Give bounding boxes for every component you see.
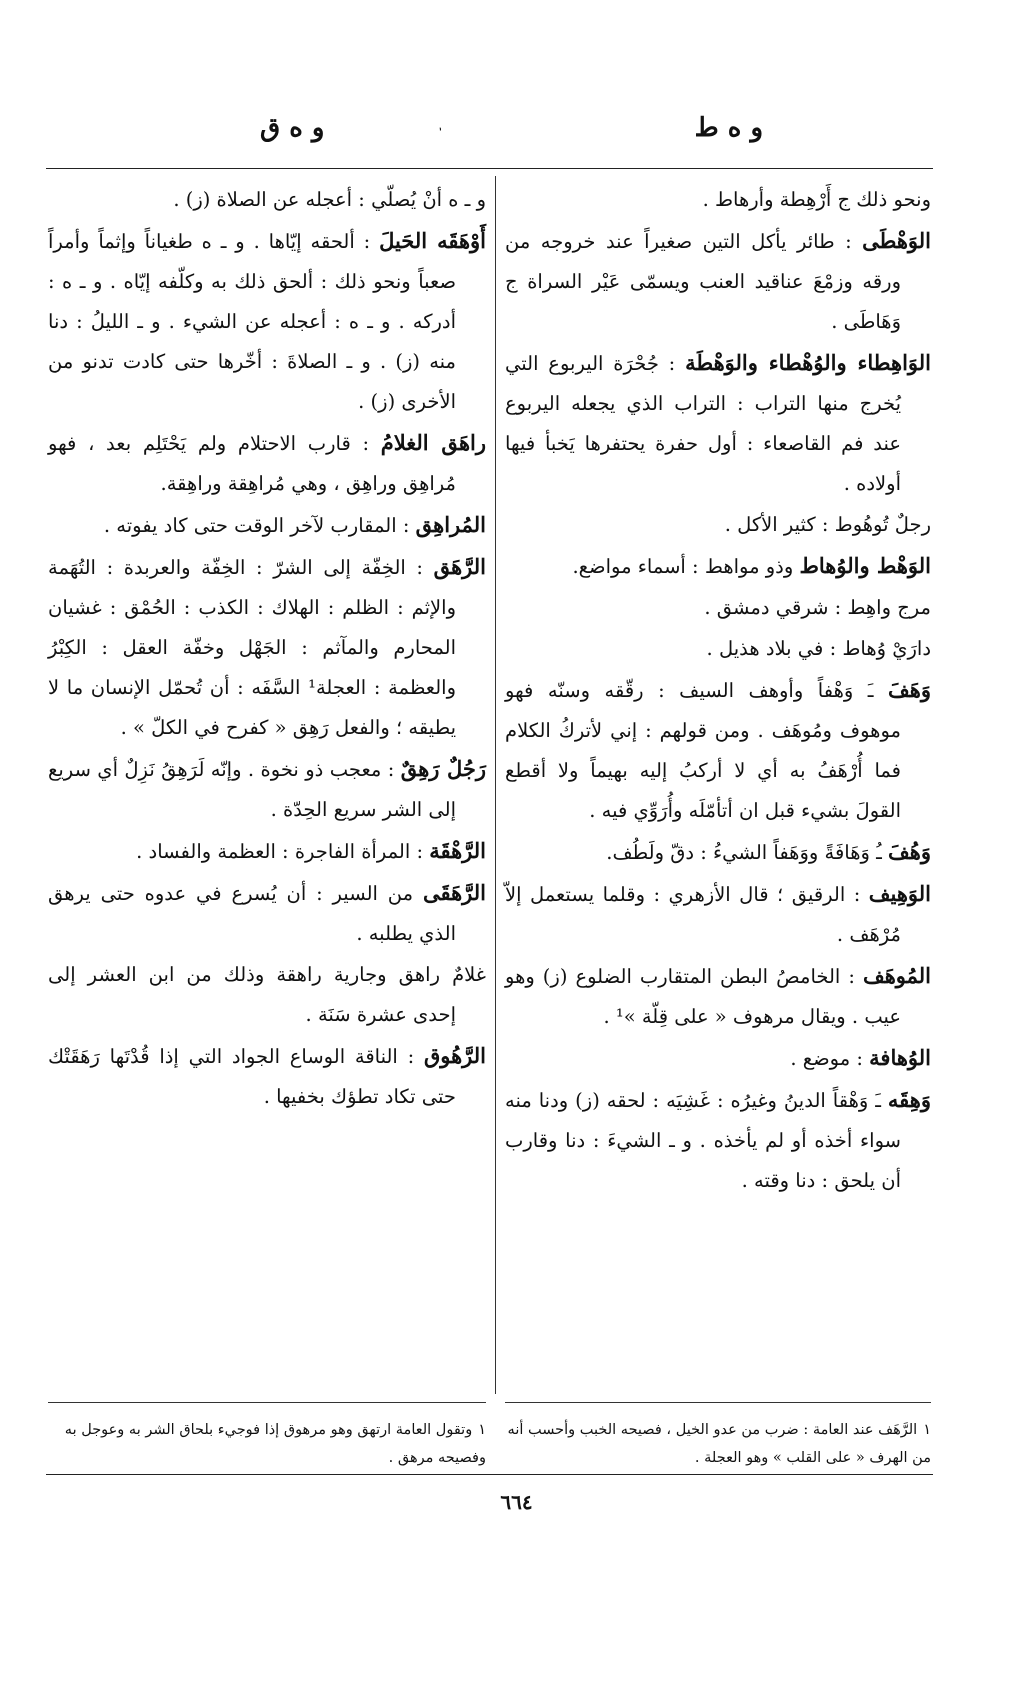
dictionary-entry xyxy=(48,547,486,748)
top-rule xyxy=(46,168,933,169)
entry-definition: : ألحقه إيّاها . و ـ ه طغياناً وإثماً وأمراً صعباً ونحو ذلك : ألحق ذلك به وكلّفه إيّاه . و ـ ه : أدركه . و ـ ه : أعجله عن الشيء . و ـ الليلُ : دنا منه (ز) . و ـ الصلاةَ : أخّرها حتى كادت تدنو من الأخرى (ز) . xyxy=(48,230,456,413)
right-running-head: و ه ط xyxy=(694,113,763,143)
entry-definition: : معجب ذو نخوة . وإنّه لَرَهِقُ نَزِلٌ أي سريع إلى الشر سريع الحِدّة . xyxy=(48,758,456,821)
page-number: ٦٦٤ xyxy=(500,1490,533,1514)
dictionary-entry xyxy=(48,749,486,830)
entry-headword: الوُهافة xyxy=(869,1045,931,1070)
footnote-number: ١ xyxy=(478,1422,486,1438)
entry-headword: الرَّهَقَى xyxy=(422,880,486,905)
running-header xyxy=(0,113,1033,157)
entry-definition: : الرقيق ؛ قال الأزهري : وقلما يستعمل إلاّ مُرْهَف . xyxy=(505,883,901,946)
dictionary-entry xyxy=(505,670,931,831)
dictionary-entry xyxy=(48,505,486,546)
entry-definition: : المرأة الفاجرة : العظمة والفساد . xyxy=(136,840,430,863)
footnote-number: ١ xyxy=(923,1422,931,1438)
entry-definition: : الناقة الوساع الجواد التي إذا قُدْتَها رَهَقَتْك حتى تكاد تطؤك بخفيها . xyxy=(48,1045,456,1108)
dictionary-entry xyxy=(505,629,931,669)
footnote-rule-left xyxy=(48,1402,486,1403)
entry-definition: : جُحْرَة اليربوع التي يُخرج منها التراب : التراب الذي يجعله اليربوع عند فم القاصعاء : أول حفرة يحتفرها يَخبأ فيها أولاده . xyxy=(505,352,901,495)
dictionary-entry xyxy=(505,832,931,873)
entry-headword: وَهُفَ xyxy=(888,839,931,864)
entry-definition: رجلٌ تُوهُوط : كثير الأكل . xyxy=(724,513,931,536)
entry-headword: الرَّهُوق xyxy=(423,1043,486,1068)
entry-headword: وَهِقَه xyxy=(887,1087,931,1112)
entry-definition: دارَيْ وُهاط : في بلاد هذيل . xyxy=(706,637,931,660)
dictionary-entry xyxy=(48,180,486,220)
dictionary-entry xyxy=(505,180,931,220)
dictionary-entry xyxy=(505,956,931,1037)
dictionary-entry xyxy=(48,221,486,422)
footnote-right xyxy=(505,1416,931,1472)
entry-headword: الوَهِيف xyxy=(868,881,931,906)
bottom-rule xyxy=(46,1474,933,1475)
entry-definition: ـَ وَهْقاً الدينُ وغيرُه : غَشِيَه : لحقه (ز) ودنا منه سواء أخذه أو لم يأخذه . و ـ الشيءَ : دنا وقارب أن يلحق : دنا وقته . xyxy=(505,1089,901,1192)
footnote-rule-right xyxy=(505,1402,931,1403)
entry-headword: الوَهْطَى xyxy=(862,228,931,253)
dictionary-entry xyxy=(505,505,931,545)
dictionary-entry xyxy=(505,874,931,955)
dictionary-entry xyxy=(48,955,486,1035)
entry-headword: المُراهِق xyxy=(415,512,486,537)
entry-definition: : المقارب لآخر الوقت حتى كاد يفوته . xyxy=(103,514,416,537)
entry-definition: : موضع . xyxy=(790,1047,870,1070)
entry-definition: غلامٌ راهق وجارية راهقة وذلك من ابن العشر إلى إحدى عشرة سَنَة . xyxy=(48,963,486,1026)
dictionary-entry xyxy=(505,546,931,587)
entry-definition: وذو مواهط : أسماء مواضع. xyxy=(572,555,800,578)
footnote-left xyxy=(48,1416,486,1472)
dictionary-entry xyxy=(505,1038,931,1079)
entry-headword: رَجُلٌ رَهِقٌ xyxy=(400,756,486,781)
entry-headword: أَوْهَقَه الحَيلَ xyxy=(379,228,486,253)
entry-definition: و ـ ه أنْ يُصلّي : أعجله عن الصلاة (ز) . xyxy=(173,188,486,211)
left-running-head: و ه ق xyxy=(260,113,325,143)
dictionary-entry xyxy=(48,873,486,954)
entry-definition: ـَ وَهْفاً وأوهف السيف : رقّقه وسنّه فهو موهوف ومُوهَف . ومن قولهم : إني لأتركُ الكلام فما أُرْهَفُ به أي لا أركبُ إليه بهيماً ولا أقطع القولَ بشيء قبل ان أتأمّلَه وأُرَوِّي فيه . xyxy=(505,679,901,822)
entry-definition: : الخِفّة إلى الشرّ : الخِفّة والعربدة : التُهَمة والإثم : الظلم : الهلاك : الكذب : الحُمْق : غشيان المحارم والمآثم : الجَهْل وخفّة العقل : الكِبْرُ والعظمة : العجلة¹ السَّفَه : أن تُحمّل الإنسان ما لا يطيقه ؛ والفعل رَهِق « كفرح في الكلّ » . xyxy=(48,556,456,739)
entry-headword: الوَاهِطاء والوُهْطاء والوَهْطَة xyxy=(685,350,931,375)
entry-headword: وَهَفَ xyxy=(888,677,931,702)
entry-definition: ونحو ذلك ج أَرْهِطة وأرهاط . xyxy=(702,188,931,211)
footnote-text: وتقول العامة ارتهق وهو مرهوق إذا فوجيء بلحاق الشر به وعوجل به وفصيحه مرهق . xyxy=(64,1422,486,1466)
footnote-text: الرَّهَف عند العامة : ضرب من عدو الخيل ، فصيحه الخبب وأحسب أنه من الهرف « على القلب » وهو العجلة . xyxy=(507,1422,931,1466)
entry-definition: : قارب الاحتلام ولم يَحْتَلِم بعد ، فهو مُراهِق وراهِق ، وهي مُراهِقة وراهِقة. xyxy=(48,432,456,495)
left-column xyxy=(48,180,486,1118)
dictionary-entry xyxy=(48,831,486,872)
column-divider xyxy=(495,176,496,1394)
entry-definition: : طائر يأكل التين صغيراً عند خروجه من ورقه وزمْعَ عناقيد العنب ويسمّى عَيْر السراة ج وَهَاطَى . xyxy=(505,230,901,333)
entry-definition: مرج واهِط : شرقي دمشق . xyxy=(704,596,931,619)
entry-headword: الرَّهَق xyxy=(433,554,486,579)
dictionary-entry xyxy=(505,343,931,504)
entry-headword: راهَق الغلامُ xyxy=(380,430,486,455)
dictionary-entry xyxy=(48,1036,486,1117)
dictionary-entry xyxy=(505,221,931,342)
entry-definition: ـُ وَهَافَةً ووَهَفاً الشيءُ : دقّ ولَطُف. xyxy=(606,841,889,864)
dictionary-entry xyxy=(48,423,486,504)
right-column xyxy=(505,180,931,1202)
dictionary-entry xyxy=(505,1080,931,1201)
entry-headword: الرَّهْقَة xyxy=(429,838,486,863)
entry-definition: : الخامصُ البطن المتقارب الضلوع (ز) وهو عيب . ويقال مرهوف « على قِلّة »¹ . xyxy=(505,965,901,1028)
entry-headword: المُوهَف xyxy=(862,963,931,988)
entry-definition: من السير : أن يُسرع في عدوه حتى يرهق الذي يطلبه . xyxy=(48,882,456,945)
dictionary-entry xyxy=(505,588,931,628)
entry-headword: الوَهْط والوُهاط xyxy=(799,553,931,578)
